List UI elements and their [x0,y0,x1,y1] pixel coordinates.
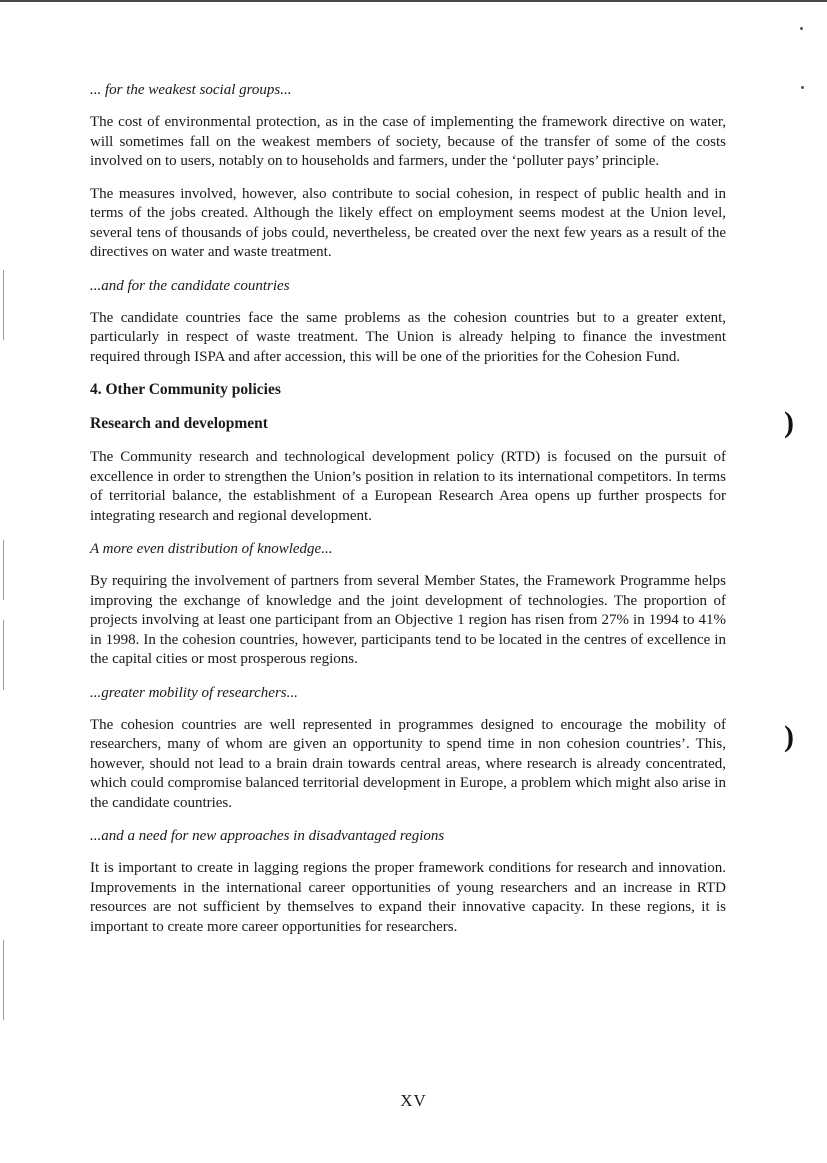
paragraph-cost-environmental: The cost of environmental protection, as in the case of implementing the framework directive on water, will sometimes fall on the weakest members of society, because of the transfer of some of the costs involved on to users, notably on to households and farmers, under the ‘polluter pays’ principle. [90,114,726,169]
section-heading-research: Research and development [90,415,268,432]
top-scan-border [0,0,827,2]
subheading-distribution-knowledge: A more even distribution of knowledge... [90,541,333,557]
subheading-candidate-countries: ...and for the candidate countries [90,277,290,294]
paragraph-framework-programme: By requiring the involvement of partners from several Member States, the Framework Programme helps improving the exchange of knowledge and the joint development of technologies. The proportion of projects involving at least one participant from an Objective 1 region has risen from 27% in 1994 to 41% in 1998. In the cohesion countries, however, participants tend to be located in the centres of excellence in the capital cities or most prosperous regions. [90,573,726,667]
binder-hole-mark: ) [784,720,794,753]
document-body [90,80,726,950]
page-number: XV [400,1091,427,1110]
subheading-weakest-groups: ... for the weakest social groups... [90,82,292,98]
left-scan-edge [3,940,4,1020]
subheading-mobility: ...greater mobility of researchers... [90,684,298,701]
section-heading-other-policies: 4. Other Community policies [90,381,281,398]
paragraph-lagging-regions: It is important to create in lagging regions the proper framework conditions for research and innovation. Improvements in the international career opportunities of young researchers and an increase in RTD resources are not sufficient by themselves to expand their innovative capacity. In these regions, it is important to create more career opportunities for researchers. [90,860,726,935]
subheading-new-approaches: ...and a need for new approaches in disadvantaged regions [90,828,445,844]
paragraph-candidate-countries: The candidate countries face the same problems as the cohesion countries but to a greater extent, particularly in respect of waste treatment. The Union is already helping to finance the investment required through ISPA and after accession, this will be one of the priorities for the Cohesion Fund. [90,309,726,365]
binder-hole-mark: ) [784,406,794,439]
left-scan-edge [3,540,4,600]
left-scan-edge [3,270,4,340]
paragraph-social-cohesion: The measures involved, however, also contribute to social cohesion, in respect of public health and in terms of the jobs created. Although the likely effect on employment seems modest at the Union level, several tens of thousands of jobs could, nevertheless, be created over the next few years as a result of the directives on water and waste treatment. [90,185,726,260]
left-scan-edge [3,620,4,690]
paragraph-rtd-policy: The Community research and technological development policy (RTD) is focused on the pursuit of excellence in order to strengthen the Union’s position in relation to its international competitors. In terms of territorial balance, the establishment of a European Research Area opens up further prospects for integrating research and regional development. [90,449,726,524]
paragraph-mobility: The cohesion countries are well represented in programmes designed to encourage the mobility of researchers, many of whom are given an opportunity to spend time in non cohesion countries’. This, however, should not lead to a brain drain towards central areas, where research is already concentrated, which could compromise balanced territorial development in Europe, a problem which might also arise in the candidate countries. [90,716,726,811]
scan-speck [800,27,803,30]
scan-speck [801,86,804,89]
